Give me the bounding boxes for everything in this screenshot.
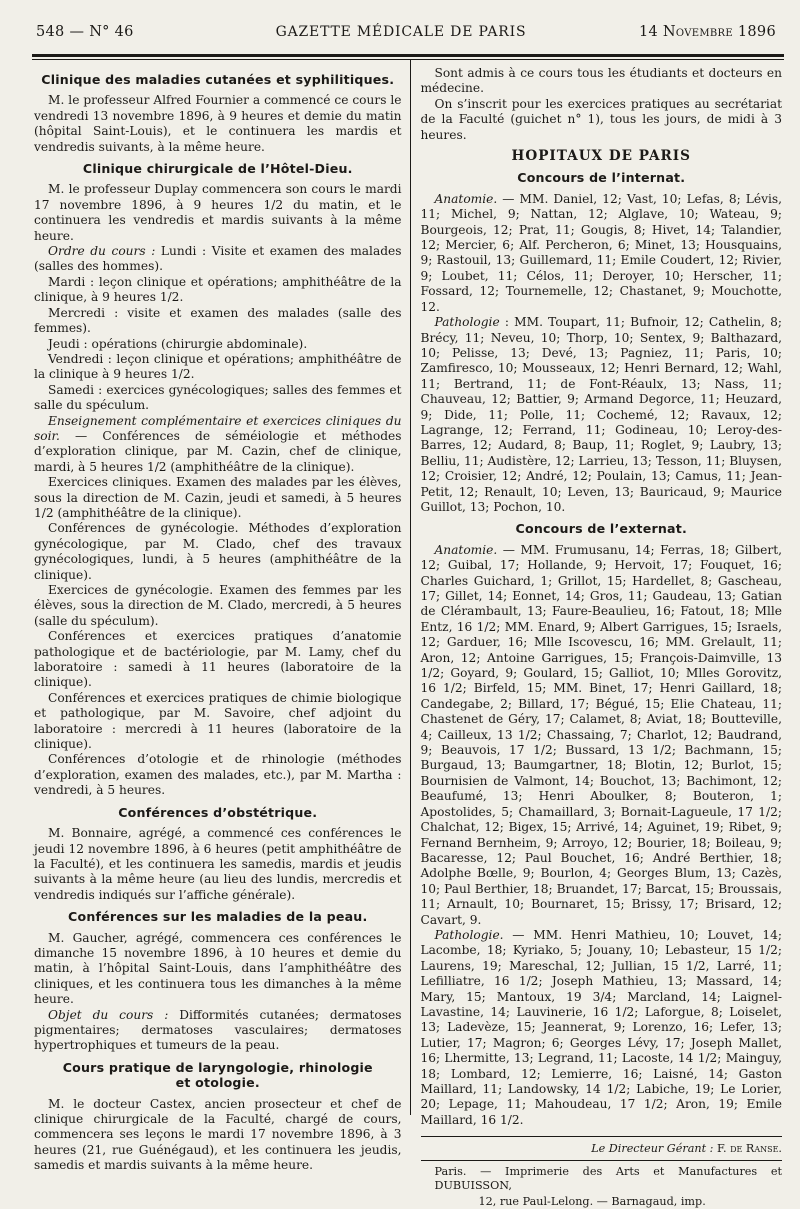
paragraph-exercices-gynecologie: Exercices de gynécologie. Examen des femmes par les élèves, sous la direction de M. Clado, mercredi, à 5 heures (salle du spéculum).: [34, 583, 402, 628]
paragraph-otologie: Conférences d’otologie et de rhinologie (méthodes d’exploration, examen des malades, etc.), par M. Martha : vendredi, à 5 heures.: [34, 752, 402, 798]
section-title-obstetrique: Conférences d’obstétrique.: [118, 804, 318, 820]
section-title-externat: Concours de l’externat.: [515, 521, 687, 537]
paragraph-admis: Sont admis à ce cours tous les étudiants et docteurs en médecine.: [420, 66, 782, 96]
issue-date: 14 Novembre 1896: [638, 24, 776, 40]
externat-pathologie-label: Pathologie.: [434, 927, 504, 942]
section-title-peau: Conférences sur les maladies de la peau.: [68, 909, 368, 925]
internat-pathologie-text: : MM. Toupart, 11; Bufnoir, 12; Cathelin, 8; Brécy, 11; Neveu, 10; Thorp, 10; Sentex, 9; Balthazard, 10; Pelisse, 13; Devé, 13; Pagniez, 11; Paris, 10; Zamfiresco, 10; Mousseaux, 12; Henri Bernard, 12; Wahl, 11; Bertrand, 11; de Font-Réaulx, 13; Nass, 11; Chauveau, 12; Battier, 9; Armand Degorce, 11; Heuzard, 9; Dide, 11; Polle, 11; Cochemé, 12; Ravaux, 12; Lagrange, 12; Ferrand, 11; Godineau, 10; Leroy-des-Barres, 12; Audard, 8; Baup, 11; Roglet, 9; Laubry, 13; Belliu, 11; Audistère, 12; Larrieu, 13; Tesson, 11; Bluysen, 12; Croisier, 12; André, 12; Poulain, 13; Camus, 11; Jean-Petit, 12; Renault, 10; Leven, 13; Bauricaud, 9; Maurice Guillot, 13; Pochon, 10.: [420, 315, 782, 514]
paragraph-chimie: Conférences et exercices pratiques de chimie biologique et pathologique, par M. Savoire, chef adjoint du laboratoire : mercredi à 11 heures (laboratoire de la clinique).: [34, 690, 402, 752]
internat-pathologie-label: Pathologie: [434, 315, 500, 330]
paragraph-gaucher: M. Gaucher, agrégé, commencera ces conférences le dimanche 15 novembre 1896, à 10 heures et demie du matin, à l’hôpital Saint-Louis, dans l’amphithéâtre des cliniques, et les continuera tous les dimanches à la même heure.: [34, 930, 402, 1007]
signer-name: F. de Ranse.: [716, 1142, 782, 1156]
paragraph-mardi: Mardi : leçon clinique et opérations; amphithéâtre de la clinique, à 9 heures 1/2.: [34, 274, 402, 305]
imprint-rule: [421, 1160, 783, 1161]
enseignement-text: — Conférences de séméiologie et méthodes d’exploration clinique, par M. Cazin, chef de clinique, mardi, à 5 heures 1/2 (amphithéâtre de la clinique).: [34, 428, 402, 474]
ordre-label: Ordre du cours :: [48, 244, 156, 259]
paragraph-samedi: Samedi : exercices gynécologiques; salles des femmes et salle du spéculum.: [34, 382, 402, 413]
paragraph-inscription: On s’inscrit pour les exercices pratiques au secrétariat de la Faculté (guichet n° 1), tous les jours, de midi à 3 heures.: [420, 96, 782, 142]
right-column: [411, 60, 785, 1208]
paragraph-duplay: M. le professeur Duplay commencera son cours le mardi 17 novembre 1896, à 9 heures 1/2 du matin, et le continuera les vendredis et mardis suivants à la même heure.: [34, 182, 402, 243]
paragraph-enseignement: [34, 414, 402, 476]
externat-anatomie-text: — MM. Frumusanu, 14; Ferras, 18; Gilbert, 12; Guibal, 17; Hollande, 9; Hervoit, 17; Fouquet, 16; Charles Guichard, 1; Grillot, 15; Hardellet, 8; Gascheau, 17; Gillet, 14; Eonnet, 14; Gros, 11; Gaudeau, 13; Gatian de Clérambault, 13; Faure-Beaulieu, 16; Fatout, 18; Mlle Entz, 16 1/2; MM. Enard, 9; Albert Garrigues, 15; Israels, 12; Garduer, 16; Mlle Iscovescu, 16; MM. Grelault, 11; Aron, 12; Antoine Garrigues, 15; François-Daimville, 13 1/2; Goyard, 9; Goulard, 15; Galliot, 10; Mlles Gorovitz, 16 1/2; Birfeld, 15; MM. Binet, 17; Henri Gaillard, 18; Candegabe, 2; Billard, 17; Bégué, 15; Elie Chateau, 11; Chastenet de Géry, 17; Calamet, 8; Aviat, 18; Boutteville, 4; Cailleux, 13 1/2; Chassaing, 7; Charlot, 12; Baudrand, 9; Beauvois, 17 1/2; Bussard, 13 1/2; Bachmann, 15; Burgaud, 13; Baumgartner, 18; Blotin, 12; Burlot, 15; Bournisien de Valmont, 14; Bouchot, 13; Bachimont, 12; Beaufumé, 13; Henri Aboulker, 8; Bouteron, 1; Apostolides, 5; Chamaillard, 3; Bornait-Lagueule, 17 1/2; Chalchat, 12; Bigex, 15; Arrivé, 14; Aguinet, 19; Ribet, 9; Fernand Bernheim, 9; Arroyo, 12; Bourier, 18; Boileau, 9; Bacaresse, 12; Paul Bouchet, 16; André Berthier, 18; Adolphe Bœlle, 9; Bourlon, 4; Georges Blum, 13; Cazès, 10; Paul Berthier, 18; Bruandet, 17; Barcat, 15; Broussais, 11; Arnault, 10; Bournaret, 15; Brissy, 17; Brisard, 12; Cavart, 9.: [420, 542, 782, 927]
objet-label: Objet du cours :: [48, 1007, 169, 1022]
ordre-text: Lundi : Visite et examen des malades (salles des hommes).: [34, 244, 402, 274]
externat-anatomie-label: Anatomie.: [434, 542, 498, 557]
left-column: [32, 60, 410, 1173]
signature-rule: [421, 1136, 783, 1137]
paragraph-externat-anatomie: [421, 543, 783, 928]
section-title-cutanees: Clinique des maladies cutanées et syphilitiques.: [41, 72, 395, 87]
page-header: [18, 18, 784, 44]
externat-pathologie-text: — MM. Henri Mathieu, 10; Louvet, 14; Lacombe, 18; Kyriako, 5; Jouany, 10; Lebasteur, 15 1/2; Laurens, 19; Mareschal, 12; Jullian, 15 1/2, Larré, 11; Lefilliatre, 16 1/2; Joseph Mathieu, 13; Massard, 14; Mary, 15; Mantoux, 19 3/4; Marcland, 14; Laignel-Lavastine, 14; Lauvinerie, 16 1/2; Laforgue, 8; Loiselet, 13; Ladevèze, 15; Jeannerat, 9; Lorenzo, 16; Lefer, 13; Lutier, 17; Magron; 6; Georges Lévy, 17; Joseph Mallet, 16; Lhermitte, 13; Legrand, 11; Lacoste, 14 1/2; Mainguy, 18; Lombard, 12; Lemierre, 16; Laisné, 14; Gaston Maillard, 11; Landowsky, 14 1/2; Labiche, 19; Le Lorier, 20; Lepage, 11; Mahoudeau, 17 1/2; Aron, 19; Emile Maillard, 16 1/2.: [420, 927, 782, 1127]
section-title-hopitaux: HOPITAUX DE PARIS: [511, 148, 691, 165]
section-title-laryngologie-2: et otologie.: [175, 1075, 260, 1091]
columns: [32, 60, 784, 1208]
page-number: 548 — N° 46: [36, 24, 134, 40]
paragraph-exercices-cliniques: Exercices cliniques. Examen des malades par les élèves, sous la direction de M. Cazin, jeudi et samedi, à 5 heures 1/2 (amphithéâtre de la clinique).: [34, 475, 402, 520]
paragraph-externat-pathologie: [421, 928, 783, 1128]
director-signature: [421, 1141, 783, 1156]
paragraph-ordre: [34, 244, 402, 275]
enseignement-label: Enseignement complémentaire et exercices cliniques du soir.: [34, 413, 402, 443]
paragraph-internat-anatomie: [421, 192, 783, 315]
paragraph-vendredi: Vendredi : leçon clinique et opérations; amphithéâtre de la clinique à 9 heures 1/2.: [34, 351, 402, 382]
imprint-line-1: Paris. — Imprimerie des Arts et Manufactures et DUBUISSON,: [434, 1164, 782, 1192]
section-title-internat: Concours de l’internat.: [517, 170, 686, 186]
paragraph-fournier: M. le professeur Alfred Fournier a commencé ce cours le vendredi 13 novembre 1896, à 9 heures et demie du matin (hôpital Saint-Louis), et le continuera les mardis et vendredis suivants, à la même heure.: [34, 93, 402, 154]
internat-anatomie-label: Anatomie.: [434, 191, 498, 206]
internat-anatomie-text: — MM. Daniel, 12; Vast, 10; Lefas, 8; Lévis, 11; Michel, 9; Nattan, 12; Alglave, 10; Wateau, 9; Bourgeois, 12; Prat, 11; Gougis, 8; Hivet, 14; Talandier, 12; Mercier, 6; Alf. Percheron, 6; Minet, 13; Housquains, 9; Rastouil, 13; Guillemard, 11; Emile Coudert, 12; Rivier, 9; Loubet, 11; Célos, 11; Deroyer, 10; Herscher, 11; Fossard, 12; Tournemelle, 12; Chastanet, 9; Mouchotte, 12.: [420, 191, 782, 314]
header-rule-thick: [32, 54, 784, 57]
paragraph-bonnaire: M. Bonnaire, agrégé, a commencé ces conférences le jeudi 12 novembre 1896, à 6 heures (petit amphithéâtre de la Faculté), et les continuera les samedis, mardis et jeudis suivants à la même heure (au lieu des lundis, mercredis et vendredis indiqués sur l’affiche générale).: [34, 826, 402, 902]
objet-text: Difformités cutanées; dermatoses pigmentaires; dermatoses vasculaires; dermatoses hypertrophiques et tumeurs de la peau.: [34, 1007, 402, 1053]
masthead-title: GAZETTE MÉDICALE DE PARIS: [275, 24, 527, 40]
paragraph-castex: M. le docteur Castex, ancien prosecteur et chef de clinique chirurgicale de la Faculté, chargé de cours, commencera ses leçons le mardi 17 novembre 1896, à 3 heures (21, rue Guénégaud), et les continuera les jeudis, samedis et mardis suivants à la même heure.: [34, 1096, 402, 1173]
paragraph-mercredi: Mercredi : visite et examen des malades (salle des femmes).: [34, 305, 402, 336]
paragraph-internat-pathologie: [421, 315, 783, 515]
paragraph-jeudi: Jeudi : opérations (chirurgie abdominale).: [48, 336, 308, 351]
paragraph-conf-gynecologie: Conférences de gynécologie. Méthodes d’exploration gynécologique, par M. Clado, chef des travaux gynécologiques, lundi, à 5 heures (amphithéâtre de la clinique).: [34, 521, 402, 582]
section-title-laryngologie-1: Cours pratique de laryngologie, rhinologie: [62, 1059, 373, 1075]
paragraph-anatomie-pathologique: Conférences et exercices pratiques d’anatomie pathologique et de bactériologie, par M. Lamy, chef du laboratoire : samedi à 11 heures (laboratoire de la clinique).: [34, 629, 402, 690]
paragraph-objet: [34, 1008, 402, 1054]
imprint-line-2: 12, rue Paul-Lelong. — Barnagaud, imp.: [478, 1194, 706, 1208]
signer-label: Le Directeur Gérant :: [591, 1142, 717, 1156]
section-title-hotel-dieu: Clinique chirurgicale de l’Hôtel-Dieu.: [82, 161, 353, 177]
